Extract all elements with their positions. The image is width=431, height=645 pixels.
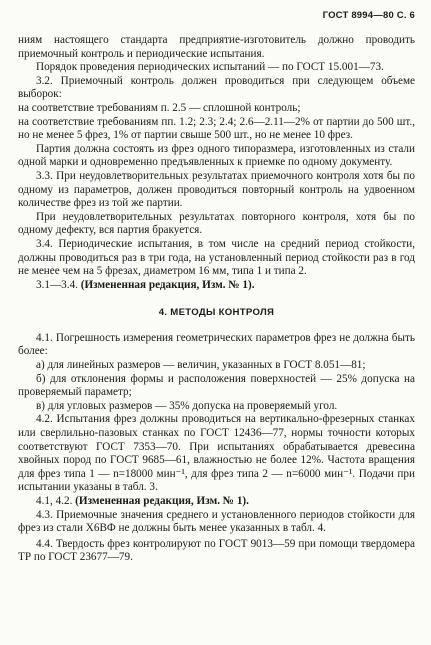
paragraph: ниям настоящего стандарта предприятие-изготовитель должно проводить приемочный контроль и периодические испытания.: [18, 34, 415, 60]
paragraph: 4.3. Приемочные значения среднего и установленного периодов стойкости для фрез из стали Х6ВФ не должны быть менее указанных в табл. 4.: [18, 508, 415, 535]
paragraph: на соответствие требованиям пп. 1.2; 2.3; 2.4; 2.6—2.11—2% от партии до 500 шт., но не менее 5 фрез, 1% от партии свыше 500 шт., но не менее 10 фрез.: [18, 115, 415, 142]
paragraph: 4.4. Твердость фрез контролируют по ГОСТ 9013—59 при помощи твердомера ТР по ГОСТ 23677—79.: [18, 537, 415, 564]
list-item: в) для угловых размеров — 35% допуска на проверяемый угол.: [36, 399, 338, 412]
paragraph: 4.2. Испытания фрез должны проводиться на вертикально-фрезерных станках или сверлильно-пазовых станках по ГОСТ 12436—77, нормы точности которых соответствуют ГОСТ 7353—70. При испытаниях обрабатывается древесина хвойных пород по ГОСТ 9685—61, влажностью не более 12%. Частота вращения для фрез типа 1 — n=18000 мин⁻¹, для фрез типа 2 — n=6000 мин⁻¹. Подачи при испытании указаны в табл. 3.: [18, 413, 415, 494]
section-heading: 4. МЕТОДЫ КОНТРОЛЯ: [158, 307, 275, 319]
list-item: а) для линейных размеров — величин, указанных в ГОСТ 8.051—81;: [36, 359, 366, 372]
amendment-label: (Измененная редакция, Изм. № 1).: [80, 278, 255, 291]
paragraph: 3.2. Приемочный контроль должен проводиться при следующем объеме выборок:: [18, 74, 415, 101]
paragraph: на соответствие требованиям п. 2.5 — сплошной контроль;: [18, 101, 301, 114]
paragraph: 3.4. Периодические испытания, в том числе на средний период стойкости, должны проводиться раз в три года, на установленный период стойкости раз в год не менее чем на 5 фрезах, диаметром 16 мм, типа 1 и типа 2.: [18, 237, 415, 278]
paragraph: 3.3. При неудовлетворительных результатах приемочного контроля хотя бы по одному из параметров, должен проводиться повторный контроль на удвоенном количестве фрез из той же партии.: [18, 169, 415, 210]
amendment-range: 4.1, 4.2.: [36, 495, 73, 507]
list-item: б) для отклонения формы и расположения поверхностей — 25% допуска на проверяемый параметр;: [18, 372, 415, 399]
amendment-note: [18, 495, 415, 509]
amendment-note: [18, 279, 415, 293]
page-header: ГОСТ 8994—80 С. 6: [322, 10, 415, 21]
paragraph: При неудовлетворительных результатах повторного контроля, хотя бы по одному дефекту, вся партия бракуется.: [18, 210, 415, 237]
amendment-range: 3.1—3.4.: [36, 278, 78, 291]
amendment-label: (Измененная редакция, Изм. № 1).: [75, 495, 249, 507]
paragraph: 4.1. Погрешность измерения геометрических параметров фрез не должна быть более:: [18, 331, 415, 358]
paragraph: Порядок проведения периодических испытаний — по ГОСТ 15.001—73.: [36, 61, 384, 74]
paragraph: Партия должна состоять из фрез одного типоразмера, изготовленных из стали одной марки и одновременно предъявленных к приемке по одному документу.: [18, 142, 415, 169]
document-body: [18, 34, 415, 565]
